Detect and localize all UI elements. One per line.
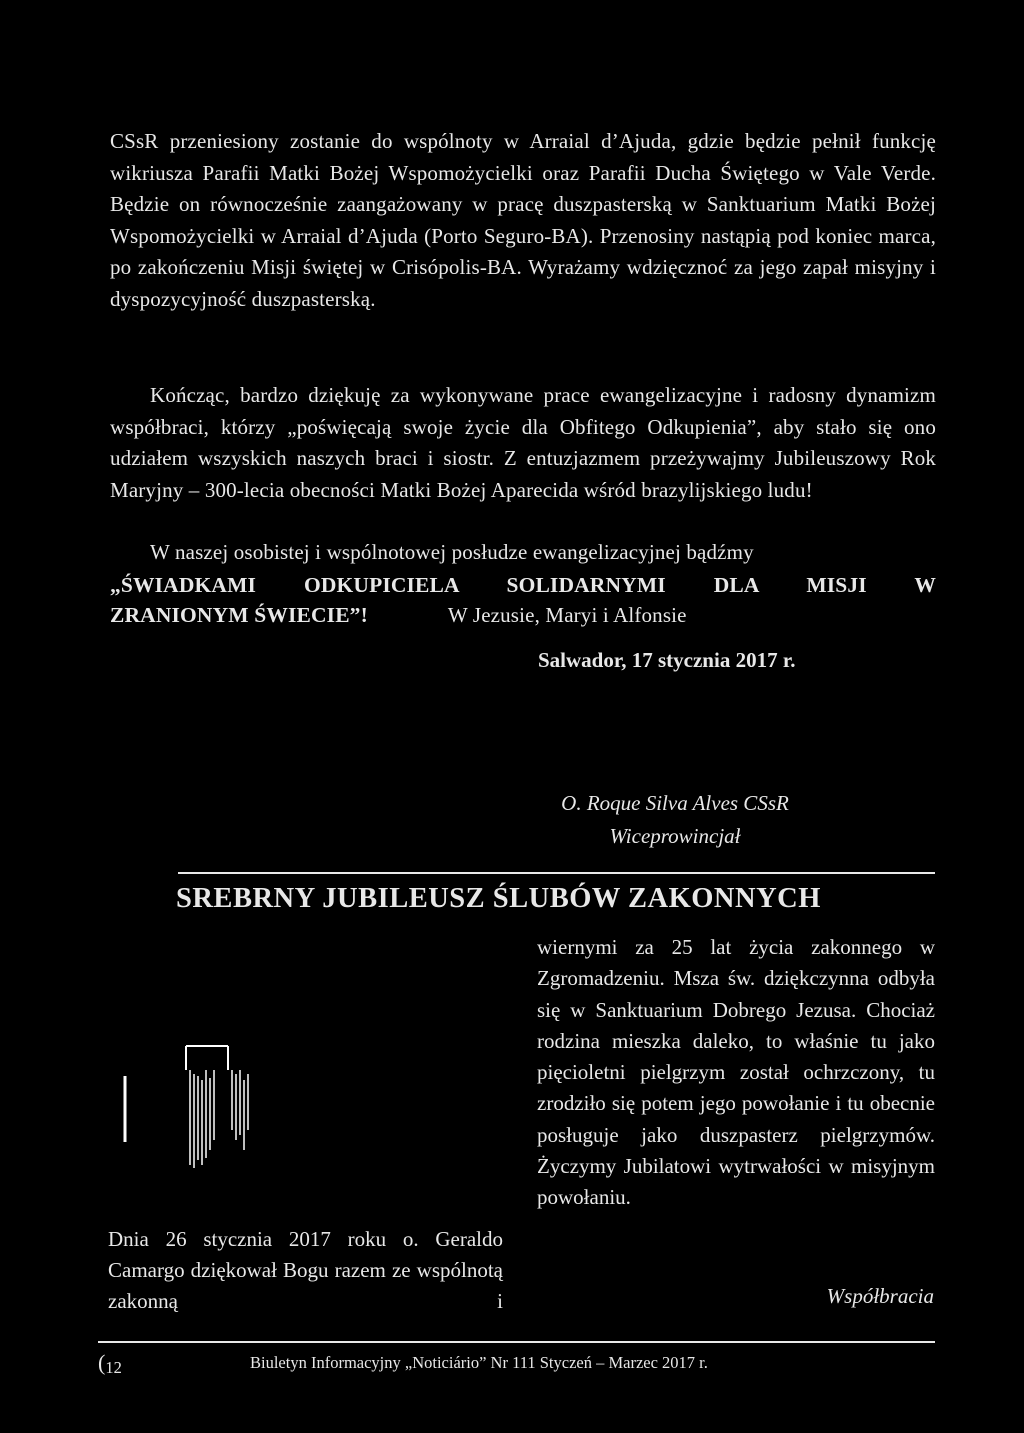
exhortation-motto-line2: [110, 600, 936, 632]
section-title: SREBRNY JUBILEUSZ ŚLUBÓW ZAKONNYCH: [176, 883, 821, 914]
exhortation-motto-line1: „ŚWIADKAMI ODKUPICIELA SOLIDARNYMI DLA MISJI W: [110, 573, 936, 597]
exhortation-motto-end: ZRANIONYM ŚWIECIE”!: [110, 603, 368, 627]
paragraph-transfer: CSsR przeniesiony zostanie do wspólnoty w Arraial d’Ajuda, gdzie będzie pełnił funkcję wikriusza Parafii Matki Bożej Wspomożycielki oraz Parafii Ducha Świętego w Vale Verde. Będzie on równocześnie zaangażowany w pracę duszpasterską w Sanktuarium Matki Bożej Wspomożycielki w Arraial d’Ajuda (Porto Seguro-BA). Przenosiny nastąpią pod koniec marca, po zakończeniu Misji świętej w Crisópolis-BA. Wyrażamy wdzięcznoć za jego zapał misyjny i dyspozycyjność duszpasterską.: [110, 129, 936, 311]
place-date: Salwador, 17 stycznia 2017 r.: [538, 648, 796, 672]
footer-title: Biuletyn Informacyjny „Noticiário” Nr 111 Styczeń – Marzec 2017 r.: [250, 1353, 708, 1372]
footer-divider: [98, 1341, 935, 1343]
jubilee-text-left: Dnia 26 stycznia 2017 roku o. Geraldo Camargo dziękował Bogu razem ze wspólnotą zakonną i: [108, 1227, 503, 1313]
closing-greeting: W Jezusie, Maryi i Alfonsie: [447, 603, 687, 627]
paragraph-thanks: Kończąc, bardzo dziękuję za wykonywane prace ewangelizacyjne i radosny dynamizm współbraci, którzy „poświęcają swoje życie dla Obfitego Odkupienia”, aby stało się ono udziałem wszyskich naszych braci i siostr. Z entuzjazmem przeżywajmy Jubileuszowy Rok Maryjny – 300-lecia obecności Matki Bożej Aparecida wśród brazylijskiego ludu!: [110, 383, 936, 502]
jubilee-text-right: wiernymi za 25 lat życia zakonnego w Zgromadzeniu. Msza św. dziękczynna odbyła się w Sanktuarium Dobrego Jezusa. Chociaż rodzina mieszka daleko, to właśnie tu jako pięcioletni pielgrzym został ochrzczony, tu zrodziło się potem jego powołanie i tu obecnie posługuje jako duszpasterz pielgrzymów. Życzymy Jubilatowi wytrwałości w misyjnym powołaniu.: [537, 935, 935, 1210]
section-divider: [178, 872, 935, 874]
page-number: (12: [98, 1350, 122, 1377]
signature-role: Wiceprowincjał: [609, 824, 741, 848]
paragraph-exhortation: W naszej osobistej i wspólnotowej posłudze ewangelizacyjnej bądźmy: [150, 540, 754, 564]
jubilarian-photo: [118, 1040, 298, 1175]
jubilee-signature: Współbracia: [826, 1284, 934, 1308]
signature-name: O. Roque Silva Alves CSsR: [561, 791, 789, 815]
